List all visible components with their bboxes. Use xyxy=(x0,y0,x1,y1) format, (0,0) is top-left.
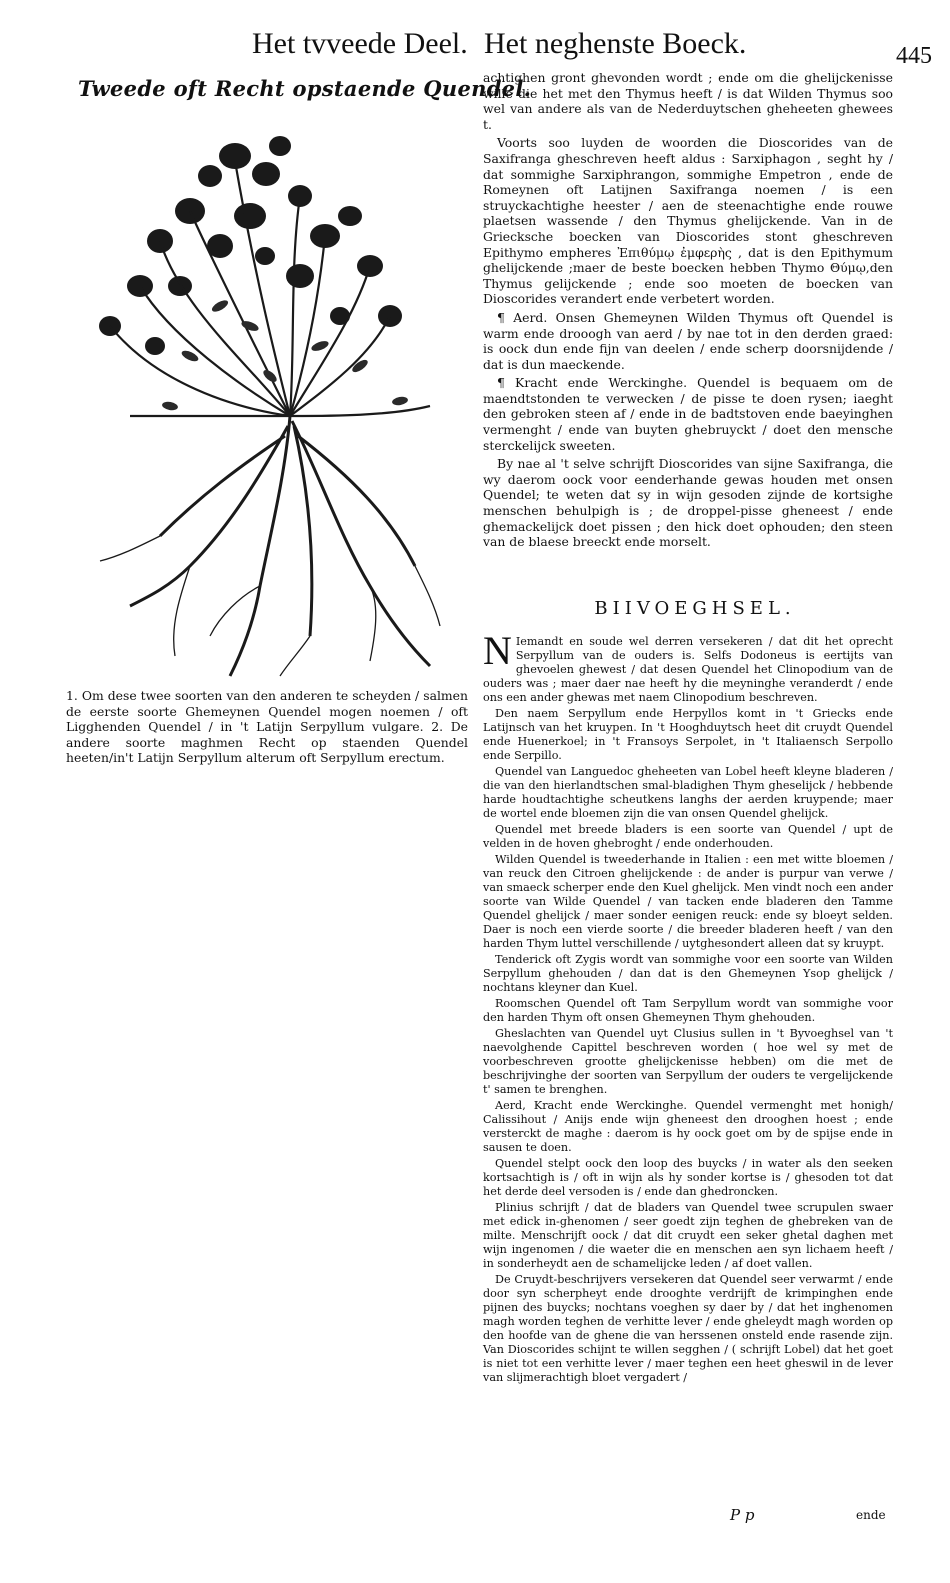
page-number: 445 xyxy=(896,43,932,69)
paragraph: Quendel van Languedoc gheheeten van Lobel heeft kleyne bladeren / die van den hierlandtschen smal-bladighen Thym gheselijck / hebbende harde houdtachtighe scheutkens langhs der aerden kruypende; maer de wortel ende bloemen zijn die van onsen Quendel ghelijck. xyxy=(483,765,893,820)
paragraph: Den naem Serpyllum ende Herpyllos komt in 't Griecks ende Latijnsch van het kruypen. In 't Hooghduytsch heet dit cruydt Quendel ende Huenerkoel; in 't Fransoys Serpolet, in 't Italiaensch Serpollo ende Serpillo. xyxy=(483,707,893,762)
right-text-column-top xyxy=(483,70,893,553)
paragraph-text: Iemandt en soude wel derren versekeren / dat dit het oprecht Serpyllum van de ouders is. Selfs Dodoneus is eertijts van ghevoelen ghewest / dat desen Quendel het Clinopodium van de ouders was ; maer daer nae heeft hy die meyninghe veranderdt / ende ons een ander ghewas met naem Clinopodium beschreven. xyxy=(483,635,893,704)
drop-cap: N xyxy=(483,628,512,673)
paragraph xyxy=(483,628,893,705)
paragraph: ¶ Aerd. Onsen Ghemeynen Wilden Thymus oft Quendel is warm ende drooogh van aerd / by nae tot in den derden graed: is oock dun ende fijn van deelen / ende scherp doorsnijdende / dat is dun maeckende. xyxy=(483,309,893,372)
plant-woodcut-illustration xyxy=(70,116,450,682)
paragraph: ¶ Kracht ende Werckinghe. Quendel is bequaem om de maendtstonden te verwecken / de pisse te doen rysen; iaeght den gebroken steen af / ende in de badtstoven ende baeyinghen vermenght / ende van buyten ghebruyckt / doet den mensche sterckelijck sweeten. xyxy=(483,375,893,453)
left-text-column xyxy=(66,688,468,769)
paragraph: Gheslachten van Quendel uyt Clusius sullen in 't Byvoeghsel van 't naevolghende Capittel beschreven worden ( hoe wel sy met de voorbeschreven grootte ghelijckenisse hebben) om die met de beschrijvinghe der soorten van Serpyllum der ouders te vergelijckende t' samen te brenghen. xyxy=(483,1027,893,1096)
section-title: BIIVOEGHSEL. xyxy=(594,598,796,619)
right-text-column-bottom xyxy=(483,628,893,1387)
paragraph: Quendel stelpt oock den loop des buycks / in water als den seeken kortsachtigh is / oft in wijn als hy sonder kortse is / ghesoden tot dat het derde deel versoden is / ende dan ghedroncken. xyxy=(483,1157,893,1198)
paragraph: achtighen gront ghevonden wordt ; ende om die ghelijckenisse wille die het met den Thymus heeft / is dat Wilden Thymus soo wel van andere als van de Nederduytschen gheheeten ghewees t. xyxy=(483,70,893,132)
paragraph: 1. Om dese twee soorten van den anderen te scheyden / salmen de eerste soorte Ghemeynen Quendel mogen noemen / oft Ligghenden Quendel / in 't Latijn Serpyllum vulgare. 2. De andere soorte maghmen Recht op staenden Quendel heeten/in't Latijn Serpyllum alterum oft Serpyllum erectum. xyxy=(66,688,468,766)
paragraph: De Cruydt-beschrijvers versekeren dat Quendel seer verwarmt / ende door syn scherpheyt ende drooghte verdrijft de krimpinghen ende pijnen des buycks; nochtans voeghen sy daer by / dat het inghenomen magh worden teghen de verhitte lever / ende gheleydt magh worden op den hoofde van de ghene die van herssenen onsteld ende rasende zijn. Van Dioscorides schijnt te willen segghen / ( schrijft Lobel) dat het goet is niet tot een verhitte lever / maer teghen een heet gheswil in de lever van slijmerachtigh bloet vergadert / xyxy=(483,1273,893,1384)
running-head-book: Het neghenste Boeck. xyxy=(484,27,747,60)
running-head-part: Het tvveede Deel. xyxy=(252,27,468,60)
paragraph: Plinius schrijft / dat de bladers van Quendel twee scrupulen swaer met edick in-ghenomen / seer goedt zijn teghen de ghebreken van de milte. Menschrijft oock / dat dit cruydt een seker ghetal daghen met wijn ingenomen / die waeter die en menschen aen syn lichaem heeft / in sonderheydt aen de schamelijcke leden / af doet vallen. xyxy=(483,1201,893,1270)
paragraph: By nae al 't selve schrijft Dioscorides van sijne Saxifranga, die wy daerom oock voor eenderhande gewas houden met onsen Quendel; te weten dat sy in wijn gesoden zijnde de kortsighe menschen behulpigh is ; de droppel-pisse gheneest / ende ghemackelijck doet pissen ; den hick doet ophouden; den steen van de blaese breeckt ende morselt. xyxy=(483,456,893,550)
signature-mark: P p xyxy=(730,1506,755,1524)
paragraph: Roomschen Quendel oft Tam Serpyllum wordt van sommighe voor den harden Thym oft onsen Ghemeynen Thym ghehouden. xyxy=(483,997,893,1024)
paragraph: Wilden Quendel is tweederhande in Italien : een met witte bloemen / van reuck den Citroen ghelijckende : de ander is purpur van verwe / van smaeck scherper ende den Kuel ghelijck. Men vindt noch een ander soorte van Wilde Quendel / van tacken ende bladeren den Tamme Quendel ghelijck / maer sonder eenigen reuck: ende sy bloeyt selden. Daer is noch een vierde soorte / die breeder bladeren heeft / van den harden Thym luttel verschillende / uytghesondert alleen dat sy kruypt. xyxy=(483,853,893,950)
paragraph: Voorts soo luyden de woorden die Dioscorides van de Saxifranga gheschreven heeft aldus : Sarxiphagon , seght hy / dat sommighe Sarxiphrangon, sommighe Empetron , ende de Romeynen oft Latijnen Saxifranga noemen / is een struyckachtighe heester / aen de steenachtighe ende rouwe plaetsen wassende / den Thymus ghelijckende. Van in de Griecksche boecken van Dioscorides stont gheschreven Epithymo empheres Ἐπιθύμῳ ἐμφερὴς , dat is den Epithymum ghelijckende ;maer de beste boecken hebben Thymo Θύμῳ,den Thymus gelijckende ; ende soo moeten de boecken van Dioscorides verandert ende verbetert worden. xyxy=(483,135,893,307)
catchword: ende xyxy=(856,1508,886,1522)
paragraph: Tenderick oft Zygis wordt van sommighe voor een soorte van Wilden Serpyllum ghehouden / dan dat is den Ghemeynen Ysop ghelijck / nochtans kleyner dan Kuel. xyxy=(483,953,893,994)
figure-title: Tweede oft Recht opstaende Quendel. xyxy=(78,76,532,101)
paragraph: Aerd, Kracht ende Werckinghe. Quendel vermenght met honigh/ Calissihout / Anijs ende wijn gheneest den drooghen hoest ; ende versterckt de maghe : daerom is hy oock goet om by de spijse ende in sausen te doen. xyxy=(483,1099,893,1154)
paragraph: Quendel met breede bladers is een soorte van Quendel / upt de velden in de hoven ghebroght / ende onderhouden. xyxy=(483,823,893,850)
